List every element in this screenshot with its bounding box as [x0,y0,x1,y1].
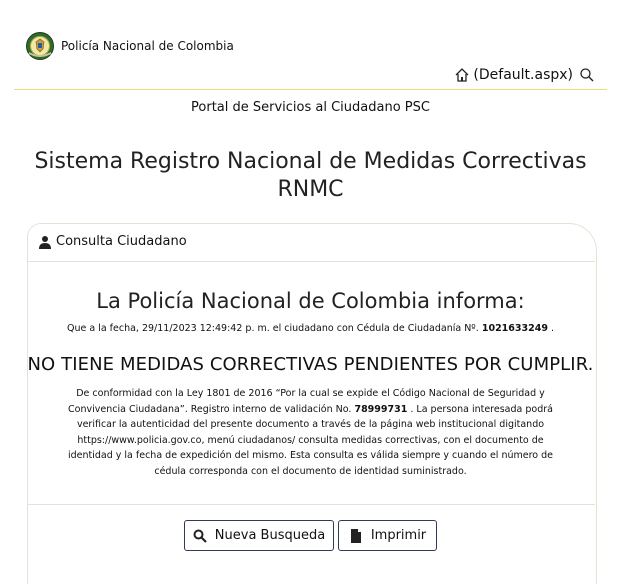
card-heading-label: Consulta Ciudadano [56,234,187,249]
default-page-link[interactable]: (Default.aspx) [473,67,573,83]
page-title [0,148,621,204]
validation-number: 78999731 [354,403,408,415]
new-search-button[interactable] [184,520,334,551]
page-title-line1: Sistema Registro Nacional de Medidas Correctivas [34,149,587,174]
print-button[interactable] [338,520,437,551]
police-shield-logo-icon [25,31,55,61]
page-title-line2: RNMC [277,177,344,202]
brand-name: Policía Nacional de Colombia [61,39,234,53]
header-divider [14,89,607,90]
card-footer-divider [27,504,595,505]
consulta-date-line [0,323,621,334]
user-icon [38,235,52,249]
cedula-number: 1021633249 [481,323,548,334]
document-icon [349,529,363,543]
portal-subtitle: Portal de Servicios al Ciudadano PSC [191,100,430,115]
legal-paragraph [58,386,563,479]
status-message: NO TIENE MEDIDAS CORRECTIVAS PENDIENTES POR CUMPLIR. [27,354,594,375]
home-icon[interactable] [454,67,470,83]
fecha-text: Que a la fecha, 29/11/2023 12:49:42 p. m. el ciudadano con Cédula de Ciudadanía Nº. [66,323,479,334]
fecha-suffix: . [550,323,555,334]
print-label: Imprimir [370,528,427,543]
search-icon [193,529,207,543]
site-header [0,0,631,92]
informa-heading: La Policía Nacional de Colombia informa: [96,289,525,313]
new-search-label: Nueva Busqueda [214,528,326,543]
card-heading-divider [27,261,595,262]
header-nav [454,67,595,83]
card-heading [38,234,187,249]
legal-text-end: . La persona interesada podrá verificar la autenticidad del presente documento a través de la página web institucional digitando https://www.policia.gov.co, menú ciudadanos/ consulta medidas correctivas, con el documento de identidad y la fecha de expedición del mismo. Esta consulta es válida siempre y cuando el número de cédula corresponda con el documento de identidad suministrado. [67,403,554,477]
search-icon[interactable] [579,67,595,83]
brand-link[interactable] [25,31,234,61]
legal-text-start: De conformidad con la Ley 1801 de 2016 “Por la cual se expide el Código Nacional de Seguridad y Convivencia Ciudadana”. Registro interno de validación No. [68,388,545,415]
